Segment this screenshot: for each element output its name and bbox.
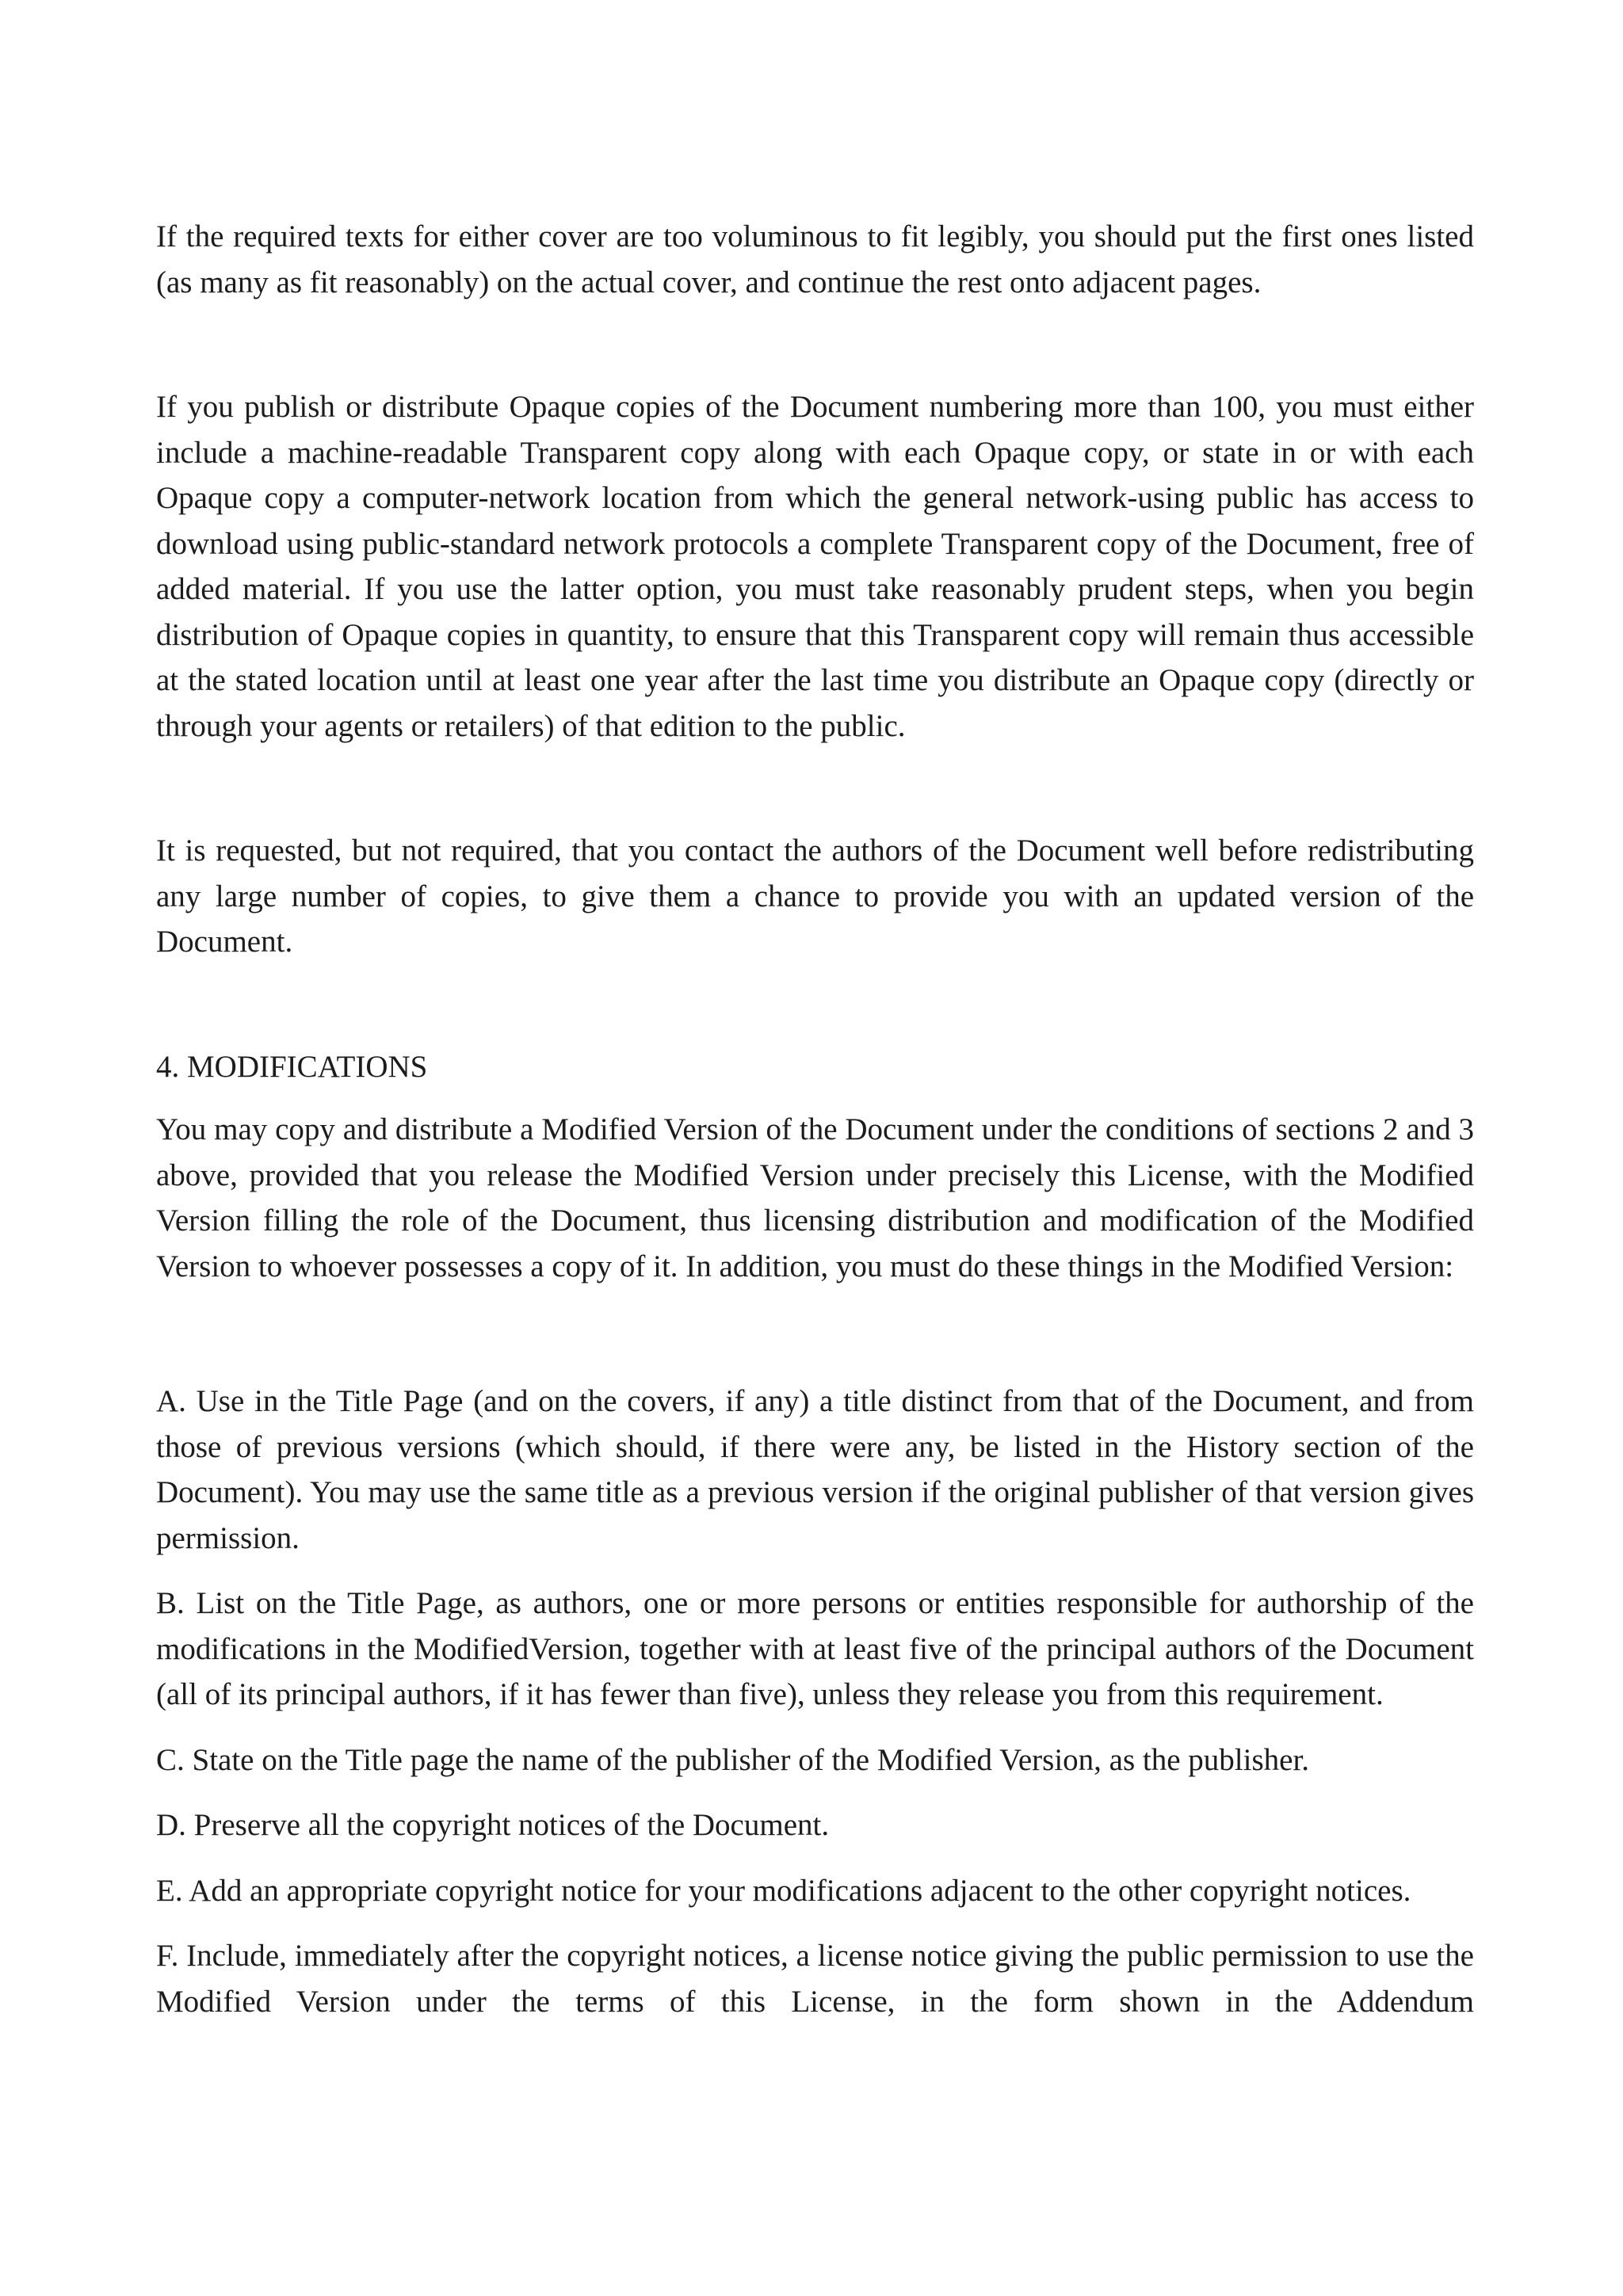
document-body	[156, 214, 1474, 2024]
list-item-b: B. List on the Title Page, as authors, one or more persons or entities responsible for authorship of the modifications in the ModifiedVersion, together with at least five of the principal authors of the Document (all of its principal authors, if it has fewer than five), unless they release you from this requirement.	[156, 1586, 1474, 1711]
paragraph-contact-authors: It is requested, but not required, that you contact the authors of the Document well before redistributing any large number of copies, to give them a chance to provide you with an updated version of the Document.	[156, 833, 1474, 959]
list-item-d: D. Preserve all the copyright notices of the Document.	[156, 1808, 830, 1842]
section-heading: 4. MODIFICATIONS	[156, 1049, 428, 1084]
paragraph-cover-texts: If the required texts for either cover are too voluminous to fit legibly, you should put the first ones listed (as many as fit reasonably) on the actual cover, and continue the rest onto adjacent pages.	[156, 219, 1474, 299]
section-intro: You may copy and distribute a Modified Version of the Document under the conditions of sections 2 and 3 above, provided that you release the Modified Version under precisely this License, with the Modified Version filling the role of the Document, thus licensing distribution and modification of the Modified Version to whoever possesses a copy of it. In addition, you must do these things in the Modified Version:	[156, 1112, 1474, 1283]
list-item-f: F. Include, immediately after the copyright notices, a license notice giving the public permission to use the Modified Version under the terms of this License, in the form shown in the Addendum	[156, 1939, 1474, 2019]
paragraph-opaque-copies: If you publish or distribute Opaque copies of the Document numbering more than 100, you must either include a machine-readable Transparent copy along with each Opaque copy, or state in or with each Opaque copy a computer-network location from which the general network-using public has access to download using public-standard network protocols a complete Transparent copy of the Document, free of added material. If you use the latter option, you must take reasonably prudent steps, when you begin distribution of Opaque copies in quantity, to ensure that this Transparent copy will remain thus accessible at the stated location until at least one year after the last time you distribute an Opaque copy (directly or through your agents or retailers) of that edition to the public.	[156, 390, 1474, 743]
list-item-a: A. Use in the Title Page (and on the covers, if any) a title distinct from that of the Document, and from those of previous versions (which should, if there were any, be listed in the History section of the Document). You may use the same title as a previous version if the original publisher of that version gives permission.	[156, 1384, 1474, 1555]
list-item-c: C. State on the Title page the name of the publisher of the Modified Version, as the publisher.	[156, 1742, 1310, 1777]
list-item-e: E. Add an appropriate copyright notice for your modifications adjacent to the other copyright notices.	[156, 1873, 1411, 1908]
